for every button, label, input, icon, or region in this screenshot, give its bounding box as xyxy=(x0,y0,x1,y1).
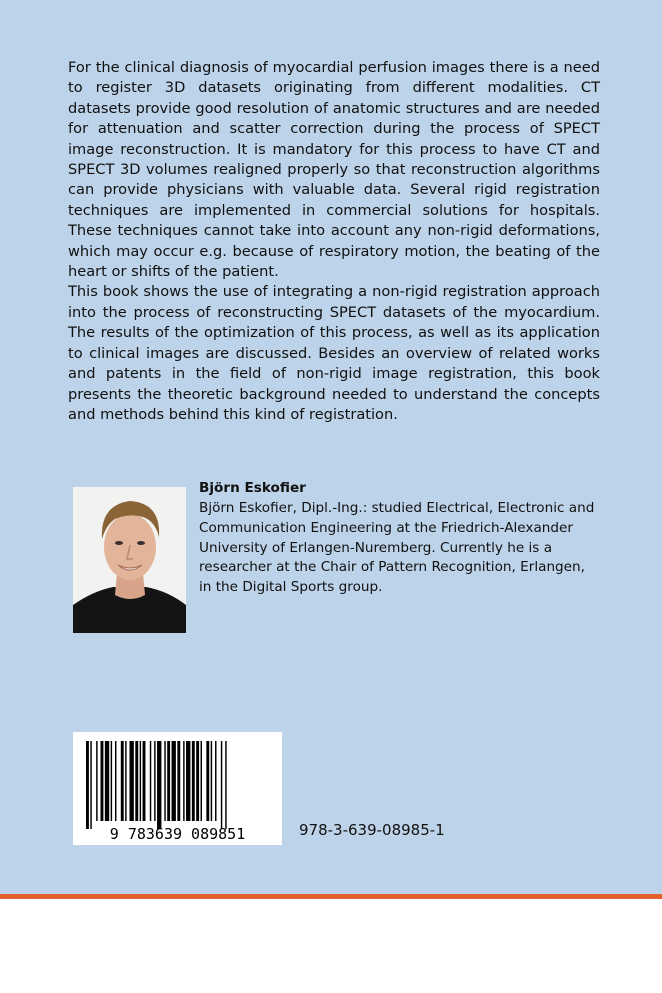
description-paragraph-2: This book shows the use of integrating a non-rigid registration approach into the process of reconstructing SPECT datasets of the myocardium. The results of the optimization of this process, as well as its application to clinical images are discussed. Besides an overview of related works and patents in the field of non-rigid image registration, this book presents the theoretic background needed to understand the concepts and methods behind this kind of registration. xyxy=(68,283,600,423)
barcode-bar xyxy=(157,741,161,829)
barcode-bar xyxy=(86,741,89,829)
barcode-bar xyxy=(143,741,146,821)
barcode-bar xyxy=(192,741,195,821)
author-photo xyxy=(73,487,186,633)
accent-stripe xyxy=(0,894,662,899)
barcode-bar xyxy=(154,741,155,821)
barcode-bar xyxy=(186,741,190,821)
barcode-bar xyxy=(172,741,176,821)
barcode-bar xyxy=(211,741,212,821)
barcode-bar xyxy=(105,741,109,821)
barcode-bar xyxy=(201,741,202,821)
barcode-bar xyxy=(121,741,124,821)
description-paragraph-1: For the clinical diagnosis of myocardial perfusion images there is a need to register 3D datasets originating from different modalities. CT datasets provide good resolution of anatomic structures and are needed for attenuation and scatter correction during the process of SPECT image reconstruction. It is mandatory for this process to have CT and SPECT 3D volumes realigned properly so that reconstruction algorithms can provide physicians with valuable data. Several rigid registration techniques are implemented in commercial solutions for hospitals. These techniques cannot take into account any non-rigid deformations, which may occur e.g. because of respiratory motion, the beating of the heart or shifts of the patient. xyxy=(68,59,600,281)
barcode-bar xyxy=(150,741,151,821)
barcode-bar xyxy=(135,741,138,821)
barcode-bar xyxy=(221,741,222,829)
barcode-bar xyxy=(215,741,216,821)
author-name: Björn Eskofier xyxy=(199,480,306,496)
author-bio: Björn Eskofier, Dipl.-Ing.: studied Electrical, Electronic and Communication Engineering at the Friedrich-Alexander University of Erlangen-Nuremberg. Currently he is a researcher at the Chair of Pattern Recognition, Erlangen, in the Digital Sports group. xyxy=(199,500,595,596)
isbn-number: 978-3-639-08985-1 xyxy=(299,821,445,839)
barcode-bar xyxy=(125,741,126,821)
barcode-digits: 9 783639 089851 xyxy=(109,825,246,843)
barcode-bar xyxy=(140,741,141,821)
barcode-bar xyxy=(225,741,226,829)
barcode-bar xyxy=(115,741,116,821)
barcode-bar xyxy=(101,741,104,821)
barcode-bar xyxy=(90,741,91,829)
barcode-bar xyxy=(196,741,199,821)
barcode-bar xyxy=(164,741,165,821)
barcode-bars xyxy=(73,732,282,845)
barcode-bar xyxy=(167,741,170,821)
barcode-bar xyxy=(177,741,180,821)
barcode-bar xyxy=(183,741,184,821)
barcode-bar xyxy=(111,741,112,821)
barcode-bar xyxy=(96,741,97,821)
barcode-bar xyxy=(206,741,209,821)
book-description xyxy=(68,58,600,425)
barcode-bar xyxy=(130,741,134,821)
isbn-barcode xyxy=(73,732,282,845)
